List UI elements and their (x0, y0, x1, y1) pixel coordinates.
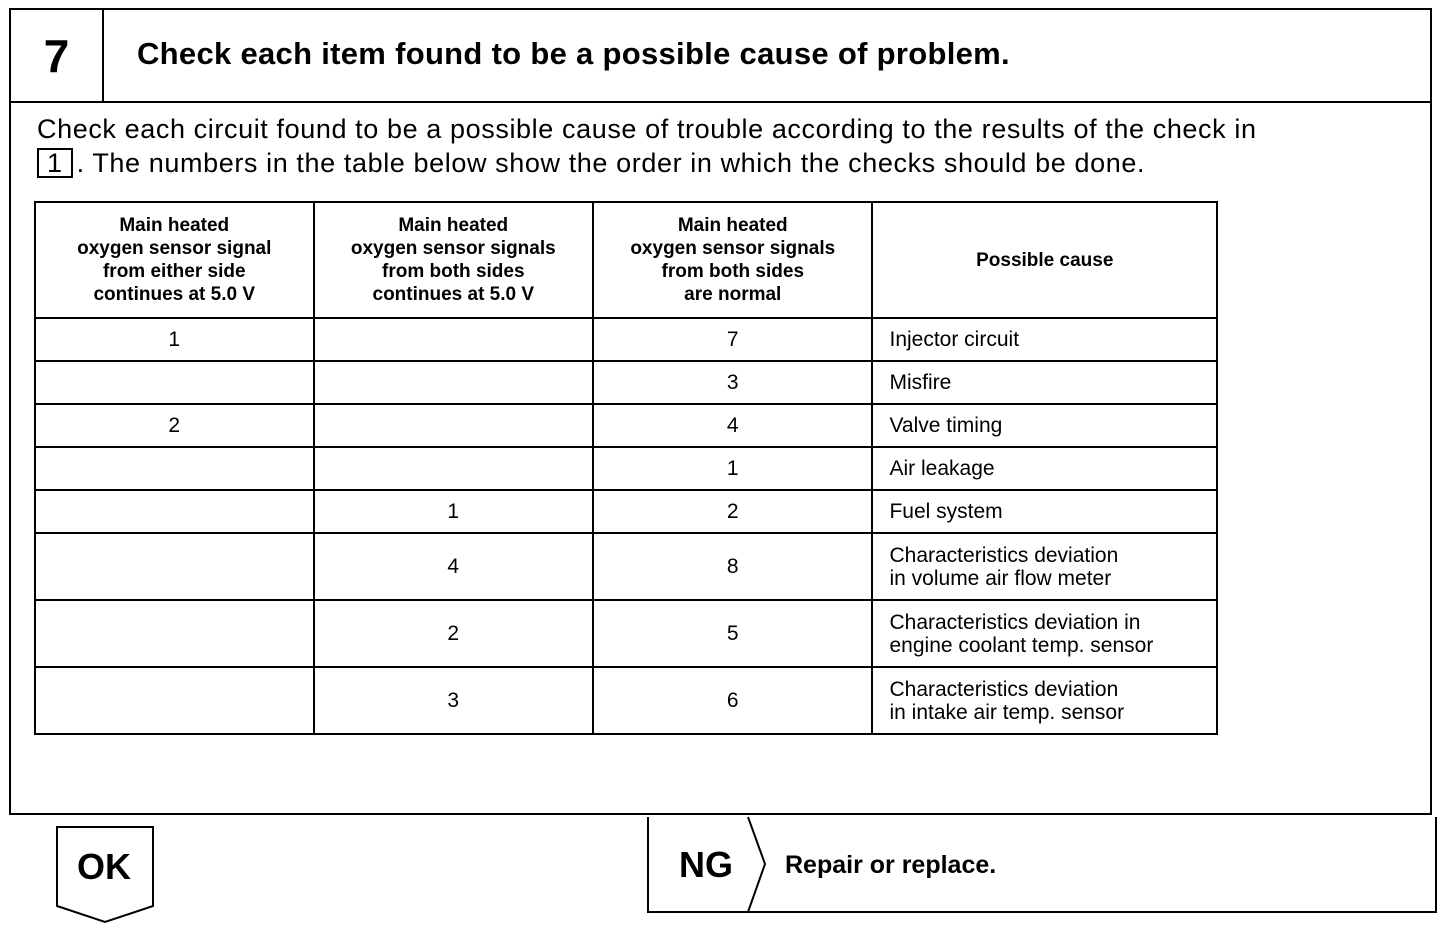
order-both-normal: 2 (593, 490, 872, 533)
step-title: Check each item found to be a possible cause of problem. (137, 36, 1010, 71)
table-row (35, 490, 1217, 533)
intro-text (37, 112, 1407, 180)
ng-outline-shape (647, 816, 1437, 913)
order-either-side (35, 600, 314, 667)
order-either-side (35, 490, 314, 533)
order-both-normal: 1 (593, 447, 872, 490)
header-both-sides-5v: Main heated oxygen sensor signals from both sides continues at 5.0 V (314, 202, 594, 318)
order-both-sides-5v (314, 361, 594, 404)
possible-cause: Fuel system (872, 490, 1217, 533)
order-both-normal: 5 (593, 600, 872, 667)
ok-label: OK (77, 846, 131, 887)
intro-line-2: . The numbers in the table below show the order in which the checks should be done. (76, 148, 1146, 178)
table-row (35, 318, 1217, 361)
ng-action-text: Repair or replace. (785, 851, 997, 879)
step-reference: 1 (37, 148, 73, 178)
order-both-sides-5v: 4 (314, 533, 594, 600)
possible-cause: Characteristics deviation in engine coolant temp. sensor (872, 600, 1217, 667)
order-either-side (35, 361, 314, 404)
possible-cause: Characteristics deviation in intake air temp. sensor (872, 667, 1217, 734)
order-both-normal: 6 (593, 667, 872, 734)
possible-cause: Misfire (872, 361, 1217, 404)
table-row (35, 600, 1217, 667)
possible-cause: Characteristics deviation in volume air flow meter (872, 533, 1217, 600)
order-either-side (35, 667, 314, 734)
order-either-side: 1 (35, 318, 314, 361)
step-header (11, 10, 1430, 103)
cause-table (34, 201, 1218, 735)
possible-cause: Valve timing (872, 404, 1217, 447)
order-both-sides-5v (314, 404, 594, 447)
table-row (35, 361, 1217, 404)
ng-branch[interactable] (647, 816, 1437, 913)
table-row (35, 667, 1217, 734)
order-both-sides-5v (314, 447, 594, 490)
step-number: 7 (11, 10, 104, 101)
header-both-sides-normal: Main heated oxygen sensor signals from both sides are normal (593, 202, 872, 318)
order-both-normal: 7 (593, 318, 872, 361)
order-either-side (35, 447, 314, 490)
ng-label: NG (679, 844, 733, 885)
order-either-side: 2 (35, 404, 314, 447)
table-row (35, 447, 1217, 490)
order-both-normal: 3 (593, 361, 872, 404)
possible-cause: Air leakage (872, 447, 1217, 490)
order-both-normal: 4 (593, 404, 872, 447)
order-either-side (35, 533, 314, 600)
header-possible-cause: Possible cause (872, 202, 1217, 318)
order-both-sides-5v: 1 (314, 490, 594, 533)
order-both-sides-5v: 2 (314, 600, 594, 667)
table-row (35, 533, 1217, 600)
table-header-row (35, 202, 1217, 318)
header-either-side-5v: Main heated oxygen sensor signal from either side continues at 5.0 V (35, 202, 314, 318)
order-both-normal: 8 (593, 533, 872, 600)
intro-line-1: Check each circuit found to be a possible cause of trouble according to the results of the check in (37, 114, 1257, 144)
ok-branch[interactable] (56, 826, 154, 922)
order-both-sides-5v (314, 318, 594, 361)
possible-cause: Injector circuit (872, 318, 1217, 361)
table-row (35, 404, 1217, 447)
order-both-sides-5v: 3 (314, 667, 594, 734)
